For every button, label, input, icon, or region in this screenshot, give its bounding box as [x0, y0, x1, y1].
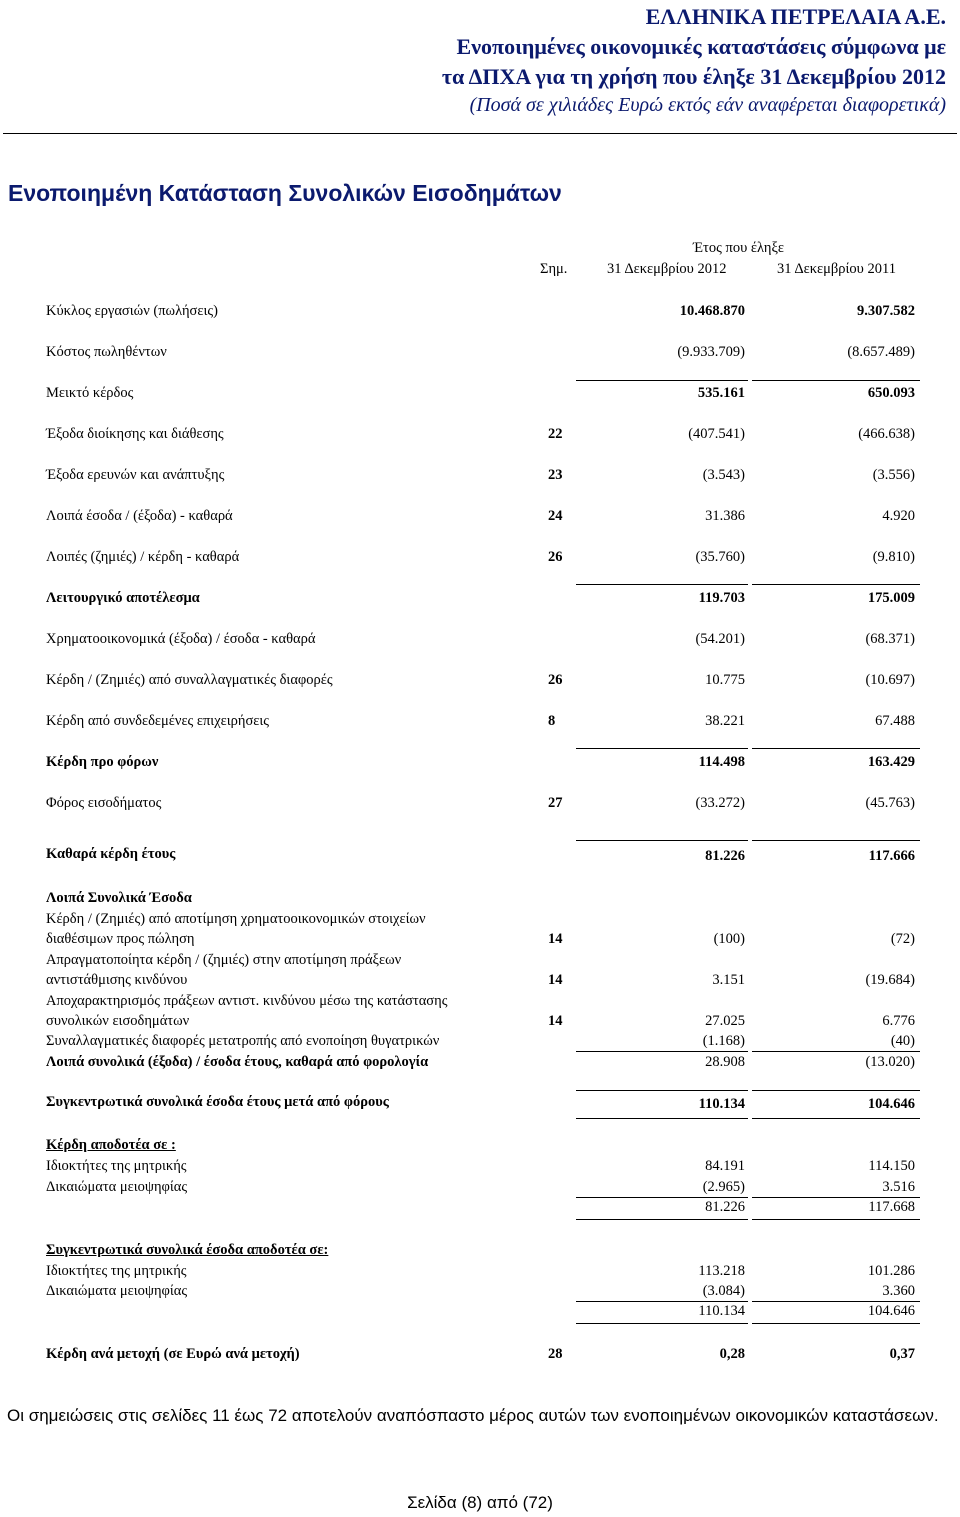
row-value-2012: 27.025 — [705, 1013, 745, 1029]
row-label: Έξοδα ερευνών και ανάπτυξης — [46, 467, 225, 483]
row-value-2011: 67.488 — [875, 713, 915, 729]
row-value-2012: (9.933.709) — [677, 344, 745, 360]
row-value-2011: 3.360 — [882, 1283, 915, 1299]
subtotal-rule — [576, 380, 748, 381]
row-value-2011: (40) — [890, 1033, 915, 1049]
row-value-2011: (10.697) — [865, 672, 915, 688]
subtotal-rule — [576, 1301, 748, 1302]
subtotal-rule — [576, 1197, 748, 1198]
row-label: Απραγματοποίητα κέρδη / (ζημιές) στην αποτίμηση πράξεων — [46, 952, 402, 968]
row-value-2012: 31.386 — [705, 508, 745, 524]
row-label: διαθέσιμων προς πώληση — [46, 931, 195, 947]
row-label: Λοιπά συνολικά (έξοδα) / έσοδα έτους, καθαρά από φορολογία — [46, 1054, 429, 1070]
row-label: Έξοδα διοίκησης και διάθεσης — [46, 426, 224, 442]
row-note: 14 — [548, 931, 563, 947]
row-value-2012: (3.084) — [702, 1283, 745, 1299]
row-value-2011: 175.009 — [867, 590, 915, 606]
row-note: 14 — [548, 1013, 563, 1029]
row-label: Συγκεντρωτικά συνολικά έσοδα έτους μετά από φόρους — [46, 1094, 389, 1110]
row-label: Κέρδη / (Ζημιές) από συναλλαγματικές διαφορές — [46, 672, 333, 688]
eps-value-2011: 0,37 — [889, 1346, 915, 1362]
row-label: Λειτουργικό αποτέλεσμα — [46, 590, 200, 606]
row-value-2012: 84.191 — [705, 1158, 745, 1174]
row-value-2011: (68.371) — [865, 631, 915, 647]
row-value-2011: (13.020) — [865, 1054, 915, 1070]
row-value-2012: 3.151 — [712, 972, 745, 988]
row-value-2012: 10.468.870 — [679, 303, 745, 319]
header-line-4: (Ποσά σε χιλιάδες Ευρώ εκτός εάν αναφέρεται διαφορετικά) — [469, 94, 946, 116]
year-ended-header: Έτος που έληξε — [693, 240, 785, 256]
total-rule — [752, 1323, 920, 1324]
total-rule — [752, 1219, 920, 1220]
document-header — [442, 2, 946, 118]
row-value-2011: 4.920 — [882, 508, 915, 524]
page-number: Σελίδα (8) από (72) — [407, 1493, 553, 1512]
row-value-2011: 117.668 — [868, 1199, 915, 1215]
row-label: Συναλλαγματικές διαφορές μετατροπής από ενοποίηση θυγατρικών — [46, 1033, 440, 1049]
row-value-2012: 110.134 — [698, 1096, 745, 1112]
attrib-heading: Κέρδη αποδοτέα σε : — [46, 1137, 176, 1153]
row-value-2011: 101.286 — [867, 1263, 915, 1279]
row-label: Κέρδη / (Ζημιές) από αποτίμηση χρηματοοικονομικών στοιχείων — [46, 911, 426, 927]
company-name: ΕΛΛΗΝΙΚΑ ΠΕΤΡΕΛΑΙΑ Α.Ε. — [645, 4, 946, 29]
row-note: 28 — [548, 1346, 563, 1362]
row-label: Αποχαρακτηρισμός πράξεων αντιστ. κινδύνου μέσω της κατάστασης — [46, 993, 448, 1009]
eps-value-2012: 0,28 — [719, 1346, 745, 1362]
row-value-2012: 119.703 — [698, 590, 745, 606]
row-value-2012: (35.760) — [695, 549, 745, 565]
row-value-2012: 28.908 — [705, 1054, 745, 1070]
row-value-2011: (45.763) — [865, 795, 915, 811]
row-note: 26 — [548, 549, 563, 565]
header-line-2: Ενοποιημένες οικονομικές καταστάσεις σύμφωνα με — [456, 34, 946, 59]
subtotal-rule — [576, 1051, 748, 1052]
row-value-2011: 114.150 — [868, 1158, 915, 1174]
row-value-2011: 3.516 — [882, 1179, 915, 1195]
subtotal-rule — [576, 748, 748, 749]
row-label: Κέρδη από συνδεδεμένες επιχειρήσεις — [46, 713, 270, 729]
row-value-2011: (72) — [890, 931, 915, 947]
row-label: Ιδιοκτήτες της μητρικής — [46, 1263, 187, 1279]
row-note: 22 — [548, 426, 563, 442]
row-label: Λοιπές (ζημιές) / κέρδη - καθαρά — [46, 549, 240, 565]
row-value-2011: (3.556) — [872, 467, 915, 483]
row-value-2011: (9.810) — [872, 549, 915, 565]
row-value-2012: (2.965) — [702, 1179, 745, 1195]
row-label: Κύκλος εργασιών (πωλήσεις) — [46, 303, 218, 319]
statement-title: Ενοποιημένη Κατάσταση Συνολικών Εισοδημάτων — [8, 180, 562, 206]
col1-header: 31 Δεκεμβρίου 2012 — [607, 261, 727, 277]
subtotal-rule — [576, 840, 748, 841]
row-label: Μεικτό κέρδος — [46, 385, 134, 401]
row-note: 24 — [548, 508, 563, 524]
row-value-2011: (19.684) — [865, 972, 915, 988]
total-rule — [576, 1219, 748, 1220]
row-label: Δικαιώματα μειοψηφίας — [46, 1179, 188, 1195]
row-value-2011: 650.093 — [867, 385, 915, 401]
total-rule — [576, 1323, 748, 1324]
subtotal-rule — [752, 840, 920, 841]
subtotal-rule — [752, 1197, 920, 1198]
row-note: 23 — [548, 467, 563, 483]
row-value-2012: (1.168) — [702, 1033, 745, 1049]
subtotal-rule — [576, 1090, 748, 1091]
subtotal-rule — [752, 748, 920, 749]
subtotal-rule — [752, 1301, 920, 1302]
col2-header: 31 Δεκεμβρίου 2011 — [777, 261, 896, 277]
row-value-2011: 104.646 — [867, 1303, 915, 1319]
header-line-3: τα ΔΠΧΑ για τη χρήση που έληξε 31 Δεκεμβρίου 2012 — [441, 64, 946, 89]
row-value-2012: (100) — [713, 931, 745, 947]
row-value-2011: 6.776 — [882, 1013, 915, 1029]
row-label: Φόρος εισοδήματος — [46, 795, 162, 811]
row-label: Κέρδη προ φόρων — [46, 754, 159, 770]
row-value-2012: 110.134 — [698, 1303, 745, 1319]
subtotal-rule — [752, 1051, 920, 1052]
row-label: Χρηματοοικονομικά (έξοδα) / έσοδα - καθαρά — [46, 631, 316, 647]
eps-label: Κέρδη ανά μετοχή (σε Ευρώ ανά μετοχή) — [46, 1346, 300, 1362]
row-value-2012: 10.775 — [705, 672, 745, 688]
total-rule — [576, 1118, 748, 1119]
row-value-2011: 163.429 — [867, 754, 915, 770]
subtotal-rule — [576, 584, 748, 585]
row-value-2012: 81.226 — [705, 848, 745, 864]
note-header: Σημ. — [540, 261, 568, 277]
row-label: αντιστάθμισης κινδύνου — [46, 972, 188, 988]
row-value-2011: 117.666 — [868, 848, 915, 864]
footnote: Οι σημειώσεις στις σελίδες 11 έως 72 αποτελούν αναπόσπαστο μέρος αυτών των ενοποιημένων οικονομικών καταστάσεων. — [7, 1406, 939, 1425]
subtotal-rule — [752, 584, 920, 585]
attrib-heading: Συγκεντρωτικά συνολικά έσοδα αποδοτέα σε: — [46, 1242, 329, 1258]
row-note: 26 — [548, 672, 563, 688]
row-value-2012: (33.272) — [695, 795, 745, 811]
row-value-2012: 81.226 — [705, 1199, 745, 1215]
header-rule — [3, 133, 957, 134]
row-value-2012: 38.221 — [705, 713, 745, 729]
total-rule — [752, 1118, 920, 1119]
row-value-2012: (407.541) — [688, 426, 745, 442]
row-note: 14 — [548, 972, 563, 988]
row-label: Κόστος πωληθέντων — [46, 344, 167, 360]
subtotal-rule — [752, 1090, 920, 1091]
row-value-2012: 114.498 — [698, 754, 745, 770]
row-label: Λοιπά έσοδα / (έξοδα) - καθαρά — [46, 508, 233, 524]
oci-heading: Λοιπά Συνολικά Έσοδα — [46, 890, 192, 906]
row-value-2012: 113.218 — [698, 1263, 745, 1279]
row-value-2011: 104.646 — [867, 1096, 915, 1112]
row-label: Ιδιοκτήτες της μητρικής — [46, 1158, 187, 1174]
row-value-2011: 9.307.582 — [857, 303, 915, 319]
subtotal-rule — [752, 380, 920, 381]
row-value-2012: (3.543) — [702, 467, 745, 483]
row-note: 8 — [548, 713, 556, 729]
row-label: συνολικών εισοδημάτων — [46, 1013, 190, 1029]
row-value-2012: (54.201) — [695, 631, 745, 647]
row-value-2011: (466.638) — [858, 426, 915, 442]
row-value-2012: 535.161 — [697, 385, 745, 401]
row-note: 27 — [548, 795, 563, 811]
row-label: Δικαιώματα μειοψηφίας — [46, 1283, 188, 1299]
row-value-2011: (8.657.489) — [847, 344, 915, 360]
row-label: Καθαρά κέρδη έτους — [46, 846, 176, 862]
